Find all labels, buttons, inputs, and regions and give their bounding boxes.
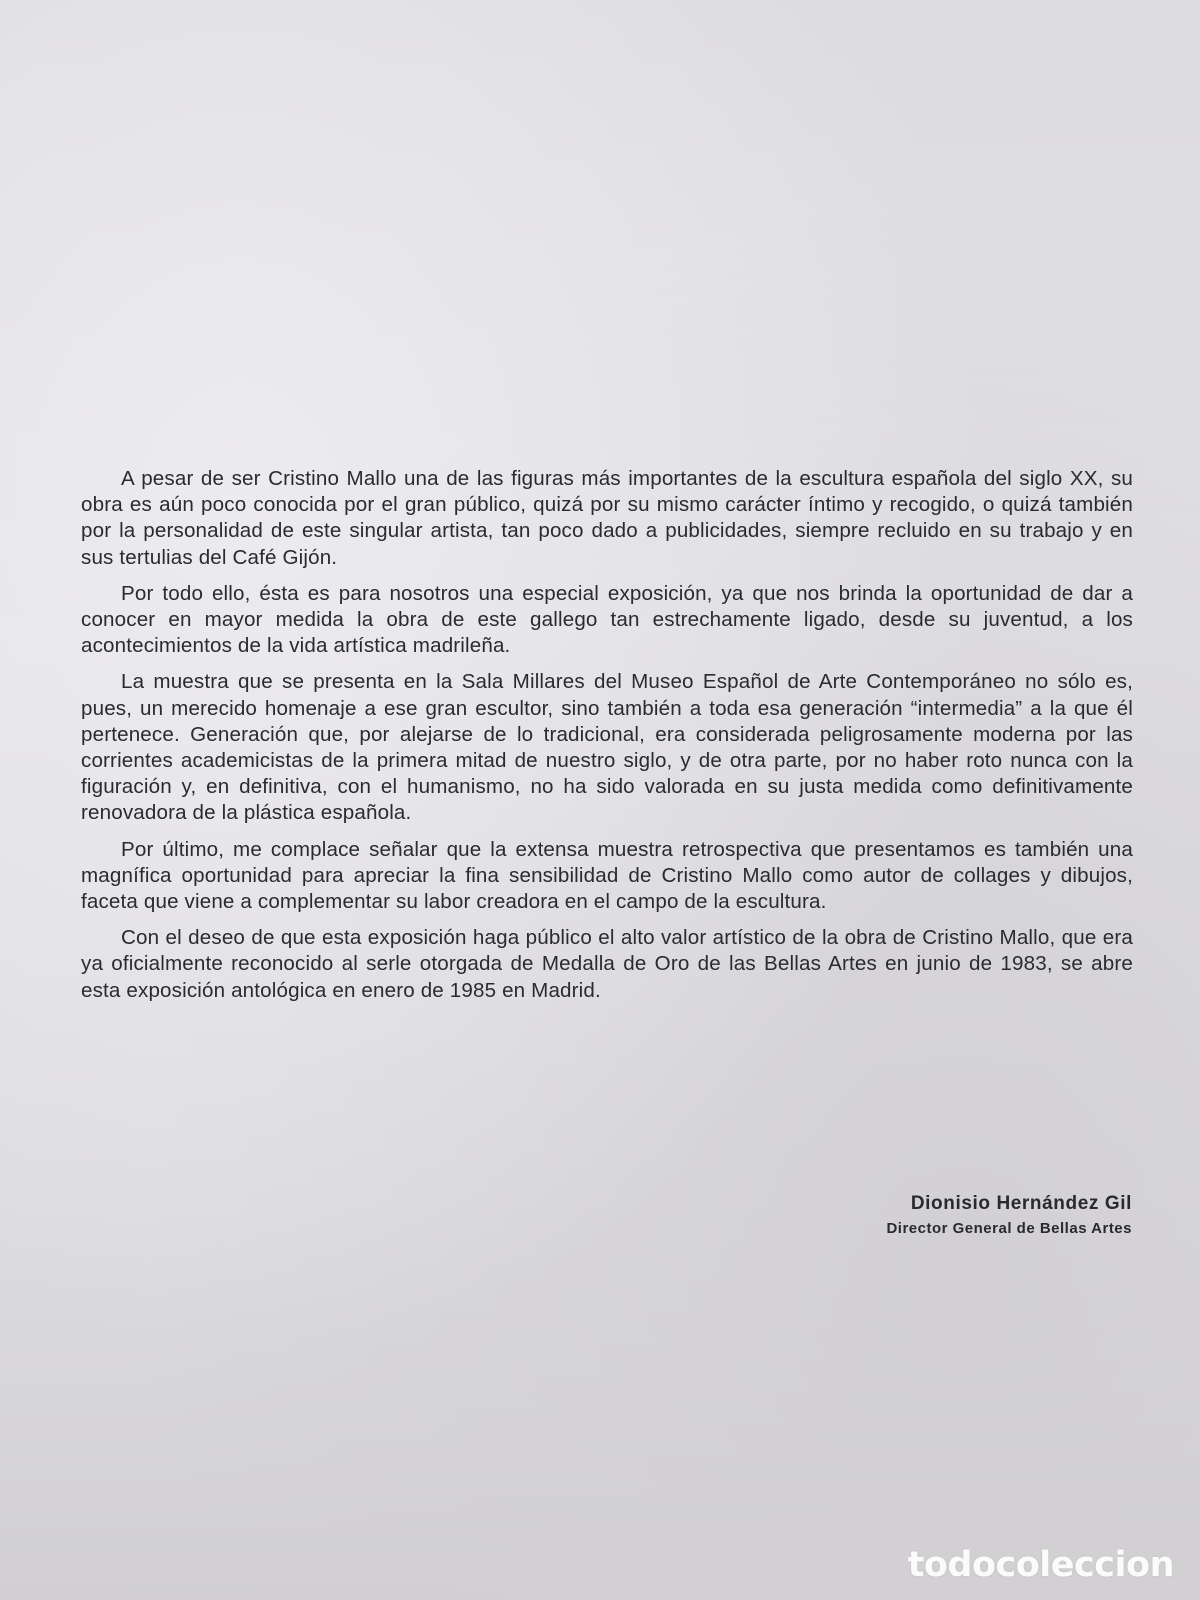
paragraph-1: A pesar de ser Cristino Mallo una de las figuras más importantes de la escultura española del siglo XX, su obra es aún poco conocida por el gran público, quizá por su mismo carácter íntimo y recogido, o quizá también por la personalidad de este singular artista, tan poco dado a publicidades, siempre recluido en su trabajo y en sus tertulias del Café Gijón. — [81, 467, 1133, 569]
signature-block — [886, 1192, 1132, 1240]
watermark-logo: todocoleccion — [907, 1545, 1174, 1585]
paragraph-3: La muestra que se presenta en la Sala Millares del Museo Español de Arte Contemporáneo no sólo es, pues, un merecido homenaje a ese gran escultor, sino también a toda esa generación “intermedia” a la que él pertenece. Generación que, por alejarse de lo tradicional, era considerada peligrosamente moderna por las corrientes academicistas de la primera mitad de nuestro siglo, y de otra parte, por no haber roto nunca con la figuración y, en definitiva, con el humanismo, no ha sido valorada en su justa medida como definitivamente renovadora de la plástica española. — [81, 670, 1133, 825]
paragraph-2: Por todo ello, ésta es para nosotros una especial exposición, ya que nos brinda la oportunidad de dar a conocer en mayor medida la obra de este gallego tan estrechamente ligado, desde su juventud, a los acontecimientos de la vida artística madrileña. — [81, 581, 1133, 658]
paragraph-5: Con el deseo de que esta exposición haga público el alto valor artístico de la obra de Cristino Mallo, que era ya oficialmente reconocido al serle otorgada de Medalla de Oro de las Bellas Artes en junio de 1983, se abre esta exposición antológica en enero de 1985 en Madrid. — [81, 926, 1133, 1002]
signature-name: Dionisio Hernández Gil — [910, 1193, 1132, 1214]
body-text — [81, 466, 1133, 1014]
signature-role: Director General de Bellas Artes — [886, 1220, 1132, 1237]
paragraph-4: Por último, me complace señalar que la extensa muestra retrospectiva que presentamos es también una magnífica oportunidad para apreciar la fina sensibilidad de Cristino Mallo como autor de collages y dibujos, faceta que viene a complementar su labor creadora en el campo de la escultura. — [81, 837, 1133, 914]
